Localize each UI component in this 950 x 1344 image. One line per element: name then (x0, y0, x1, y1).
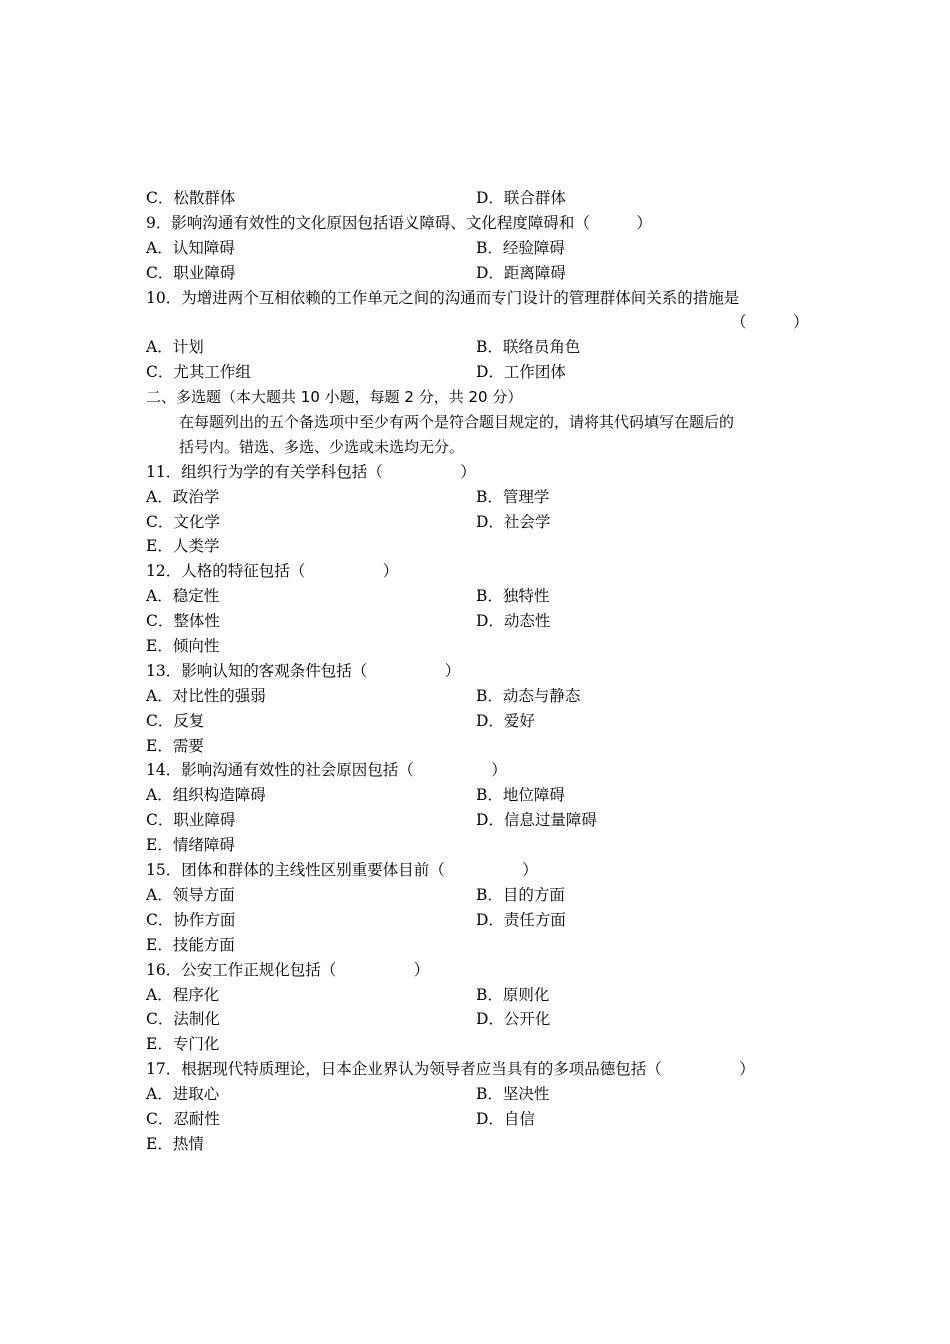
option-text: D．工作团体 (476, 363, 566, 382)
section-instruction: 在每题列出的五个备选项中至少有两个是符合题目规定的，请将其代码填写在题后的 (179, 413, 735, 432)
option-row (146, 783, 826, 808)
option-text: C．职业障碍 (146, 811, 236, 830)
option-row (146, 335, 826, 360)
question-text: 11．组织行为学的有关学科包括（ ） (146, 462, 476, 481)
option-row (146, 1107, 826, 1132)
option-row (146, 808, 826, 833)
option-text: D．公开化 (476, 1010, 551, 1029)
option-text: C．文化学 (146, 512, 220, 531)
option-text: D．距离障碍 (476, 263, 566, 282)
option-row (146, 1032, 826, 1057)
option-text: E．情绪障碍 (146, 836, 235, 855)
option-text: D．责任方面 (476, 910, 566, 929)
option-text: C．松散群体 (146, 189, 236, 207)
option-text: C．反复 (146, 711, 205, 730)
option-row (146, 584, 826, 609)
option-text: C．协作方面 (146, 910, 236, 929)
option-text: B．地位障碍 (476, 786, 565, 805)
option-text: D．社会学 (476, 512, 551, 531)
option-text: E．技能方面 (146, 935, 235, 954)
option-row (146, 883, 826, 908)
option-text: E．人类学 (146, 537, 220, 556)
option-row (146, 1082, 826, 1107)
option-row (146, 734, 826, 759)
answer-blank: （ ） (731, 313, 809, 332)
option-row (146, 485, 826, 510)
option-text: D．动态性 (476, 612, 551, 631)
option-row (146, 1007, 826, 1032)
section-heading: 二、多选题（本大题共 10 小题，每题 2 分，共 20 分） (146, 388, 523, 407)
option-text: A．对比性的强弱 (146, 686, 266, 705)
exam-content (146, 186, 826, 1157)
option-row (146, 534, 826, 559)
option-text: C．尤其工作组 (146, 363, 251, 382)
option-text: A．进取心 (146, 1085, 220, 1104)
option-text: A．政治学 (146, 487, 220, 506)
option-text: A．计划 (146, 338, 204, 357)
option-text: E．需要 (146, 736, 204, 755)
option-text: E．倾向性 (146, 637, 220, 656)
option-text: B．经验障碍 (476, 238, 565, 257)
answer-parentheses (146, 310, 826, 335)
question-text: 13．影响认知的客观条件包括（ ） (146, 661, 461, 680)
option-row (146, 634, 826, 659)
option-text: C．忍耐性 (146, 1109, 220, 1128)
option-row (146, 261, 826, 286)
option-row (146, 360, 826, 385)
question-text: 10．为增进两个互相依赖的工作单元之间的沟通而专门设计的管理群体间关系的措施是 (146, 288, 740, 307)
question-text: 9．影响沟通有效性的文化原因包括语义障碍、文化程度障碍和（ ） (146, 213, 652, 232)
option-text: E．专门化 (146, 1035, 220, 1054)
option-text: B．联络员角色 (476, 338, 581, 357)
option-text: B．独特性 (476, 587, 550, 606)
option-text: A．组织构造障碍 (146, 786, 266, 805)
option-row (146, 236, 826, 261)
option-text: D．自信 (476, 1109, 535, 1128)
option-row (146, 983, 826, 1008)
option-text: C．职业障碍 (146, 263, 236, 282)
question-text: 12．人格的特征包括（ ） (146, 562, 399, 581)
option-text: B．原则化 (476, 985, 550, 1004)
option-text: D．信息过量障碍 (476, 811, 597, 830)
option-text: B．坚决性 (476, 1085, 550, 1104)
option-row (146, 1132, 826, 1157)
option-text: A．稳定性 (146, 587, 220, 606)
question-text: 16．公安工作正规化包括（ ） (146, 960, 430, 979)
option-text: A．程序化 (146, 985, 220, 1004)
option-row (146, 609, 826, 634)
option-row (146, 933, 826, 958)
option-text: D．联合群体 (476, 189, 566, 207)
question-text: 15．团体和群体的主线性区别重要体目前（ ） (146, 861, 538, 880)
option-row (146, 510, 826, 535)
option-text: B．动态与静态 (476, 686, 581, 705)
option-text: B．管理学 (476, 487, 550, 506)
option-row (146, 684, 826, 709)
option-text: E．热情 (146, 1134, 204, 1153)
option-row (146, 709, 826, 734)
option-row (146, 186, 826, 211)
question-text: 17．根据现代特质理论，日本企业界认为领导者应当具有的多项品德包括（ ） (146, 1060, 755, 1079)
section-instruction: 括号内。错选、多选、少选或未选均无分。 (179, 437, 465, 456)
option-text: A．领导方面 (146, 885, 235, 904)
option-text: B．目的方面 (476, 885, 565, 904)
question-text: 14．影响沟通有效性的社会原因包括（ ） (146, 761, 507, 780)
option-text: C．整体性 (146, 612, 220, 631)
option-text: D．爱好 (476, 711, 535, 730)
option-row (146, 833, 826, 858)
option-text: A．认知障碍 (146, 238, 235, 257)
option-text: C．法制化 (146, 1010, 220, 1029)
option-row (146, 908, 826, 933)
